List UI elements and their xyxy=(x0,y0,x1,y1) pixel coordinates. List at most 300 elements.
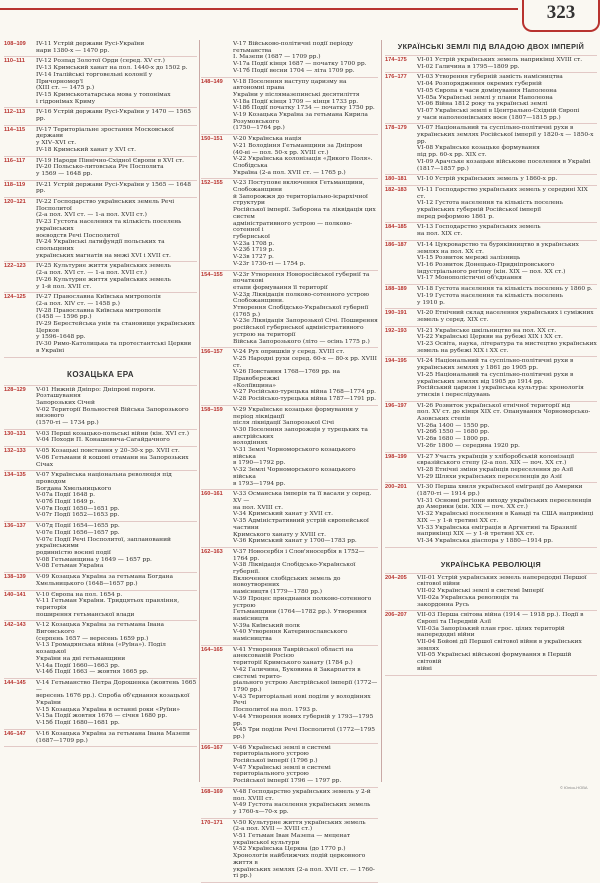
contents-entry xyxy=(385,402,597,453)
page-range[interactable]: 158–159 xyxy=(201,406,223,413)
map-title: VI-11 Господарство українських земель у середині XIX ст. xyxy=(417,186,588,200)
page-range[interactable]: 146–147 xyxy=(4,730,26,737)
entry-lines xyxy=(417,74,597,121)
map-title: V-41 Утворення Таврійської області на анексованій Росією xyxy=(233,646,354,660)
contents-column-2 xyxy=(201,40,378,880)
contents-entry xyxy=(4,293,197,357)
page-range[interactable]: 124–125 xyxy=(4,294,26,301)
map-title: V-15 Козацька Україна в останні роки «Руїни» xyxy=(36,706,180,713)
map-title: V-03 Перші козацько-польські війни (кін. XVI ст.) xyxy=(36,430,189,437)
map-title: російської губернської адміністративного устрою на території xyxy=(233,325,364,338)
map-title: світової війни xyxy=(417,581,460,588)
entry-lines xyxy=(417,575,597,609)
map-title: на пол. XVIII ст. xyxy=(233,504,284,511)
map-title: перед реформою 1861 р. xyxy=(417,213,494,220)
contents-entry xyxy=(385,241,597,285)
entry-lines xyxy=(417,286,597,306)
entry-lines xyxy=(233,549,378,643)
page-range[interactable]: 166–167 xyxy=(201,744,223,751)
map-title: IV-14 Італійські торговельні колонії у Причорномор'ї xyxy=(36,71,153,85)
contents-entry xyxy=(4,471,197,522)
map-title: VI-03 Утворення губерній замість намісництва xyxy=(417,74,563,81)
map-title: V-29 Українське козацьке формування у період ліквідації xyxy=(233,406,359,420)
page-range[interactable]: 148–149 xyxy=(201,78,223,85)
entry-lines xyxy=(36,387,197,427)
map-title: в Україні xyxy=(36,347,65,354)
map-title: після ліквідації Запорозької Січі xyxy=(233,420,335,427)
entry-lines xyxy=(36,294,197,354)
page-range[interactable]: 168–169 xyxy=(201,788,223,795)
map-title: (1458 — 1596 рр.) xyxy=(36,314,92,321)
entry-lines xyxy=(417,57,597,70)
map-title: V-07б Події 1649 р. xyxy=(36,499,96,506)
map-title: (1750—1764 рр.) xyxy=(233,125,285,132)
entry-lines xyxy=(417,358,597,398)
map-title: IV-13 Кримський ханат на пол. 1440-х до 1502 р. xyxy=(36,65,188,72)
page-range[interactable]: 182–183 xyxy=(385,186,407,193)
map-title: Кримського ханату у XVIII ст. xyxy=(233,531,327,538)
map-title: V-23д Ліквідація полково-сотенного устрою Слобожанщини. xyxy=(233,291,370,305)
map-title: воєводств Речі Посполитої xyxy=(36,232,120,239)
page-range[interactable]: 136–137 xyxy=(4,523,26,530)
page-range[interactable]: 188–189 xyxy=(385,286,407,293)
map-title: Російської імперії 1796 — 1797 рр. xyxy=(233,778,342,785)
contents-entry xyxy=(385,73,597,124)
entry-lines xyxy=(233,491,378,545)
map-title: VI-09 Арачське козацьке військове поселення в Україні xyxy=(417,158,591,165)
map-title: V-07в Події 1650—1651 рр. xyxy=(36,505,120,512)
page-range[interactable]: 164–165 xyxy=(201,646,223,653)
entry-lines xyxy=(233,647,378,741)
map-title: V-48 Господарство українських земель у 2-й пол. XVIII ст. xyxy=(233,788,371,802)
page-range[interactable]: 204–205 xyxy=(385,574,407,581)
page-range[interactable]: 112–113 xyxy=(4,109,26,116)
map-title: VI-08 Українське козацьке формування xyxy=(417,145,540,152)
contents-entry xyxy=(385,611,597,675)
page-range[interactable]: 144–145 xyxy=(4,679,26,686)
map-title: у 1569 — 1648 рр. xyxy=(36,170,93,177)
map-title: Війська Запорозького (літо — осінь 1775 р.) xyxy=(233,338,370,345)
map-title: (2-а пол. XVI ст. — 1-а пол. XVII ст.) xyxy=(36,212,147,219)
map-title: VI-27 Участь українців у хліборобській колонізації xyxy=(417,453,575,460)
map-title: утисків і переслідувань xyxy=(417,391,491,398)
contents-entry xyxy=(201,490,378,548)
map-title: V-11 Гетьман України. Тридцятьох правління, територія xyxy=(36,598,180,611)
contents-entry xyxy=(4,591,197,622)
entry-lines xyxy=(233,407,378,487)
map-title: V-23б 1719 р. xyxy=(233,247,275,254)
map-title: V-14 Гетьманство Петра Дорошенка (жовтень 1665 — xyxy=(36,679,197,693)
page-range[interactable]: 132–133 xyxy=(4,448,26,455)
page-range[interactable]: 200–201 xyxy=(385,484,407,491)
page-range[interactable]: 140–141 xyxy=(4,591,26,598)
map-title: V-26 Повстання 1768—1769 рр. на Правобережжі xyxy=(233,369,341,383)
entry-lines xyxy=(417,310,597,323)
contents-entry xyxy=(385,175,597,186)
contents-entry xyxy=(385,574,597,612)
entry-lines xyxy=(36,58,197,105)
entry-lines xyxy=(233,820,378,880)
entry-lines xyxy=(417,484,597,544)
map-title: IV-29 Берестейська унія та становище українських Церков xyxy=(36,321,195,334)
page-range[interactable]: 120–121 xyxy=(4,199,26,206)
map-title: VI-25 Національний та суспільно-політичні рухи в xyxy=(417,371,574,378)
page-range[interactable]: 196–197 xyxy=(385,402,407,409)
page-range[interactable]: 156–157 xyxy=(201,349,223,356)
entry-lines xyxy=(36,448,197,468)
map-title: V-30 Поселення запорожців у турецьких та австрійських xyxy=(233,426,368,440)
page-range[interactable]: 142–143 xyxy=(4,622,26,629)
map-title: V-22 Українська колонізація «Дикого Поля». Слобідська xyxy=(233,156,373,169)
map-title: VI-26а 1400 — 1550 рр. xyxy=(417,422,490,429)
map-title: V-23г 1730-ті — 1754 р. xyxy=(233,260,306,267)
map-title: V-31 Землі Чорноморського козацького війська xyxy=(233,447,356,460)
map-title: V-49 Густота населення українських земель xyxy=(233,802,371,809)
map-title: VII-02а Українська революція та xyxy=(417,594,519,601)
contents-entry xyxy=(4,621,197,679)
map-title: V-47 Українські землі в системі територіального устрою xyxy=(233,764,331,778)
map-title: Хмельницького (1648—1657 рр.) xyxy=(36,580,138,587)
page-range[interactable]: 176–177 xyxy=(385,74,407,81)
contents-entry xyxy=(201,78,378,136)
page-range[interactable]: 178–179 xyxy=(385,125,407,132)
page-range[interactable]: 180–181 xyxy=(385,176,407,183)
map-title: V-32 Землі Чорноморського козацького війська xyxy=(233,467,356,480)
section-title: КОЗАЦЬКА ЕРА xyxy=(4,358,197,386)
contents-entry xyxy=(385,186,597,224)
map-title: V-08 Гетьман Україна xyxy=(36,563,104,570)
map-title: українських землях (2-а пол. XVII ст. — 1760-ті рр.) xyxy=(233,866,375,880)
map-title: IV-16 Устрій держави Русі-України у 1470 — 1565 рр. xyxy=(36,109,191,123)
map-title: V-07 Українська національна революція під проводом xyxy=(36,472,172,485)
map-title: V-15а Події жовтня 1676 — січня 1680 рр. xyxy=(36,713,168,720)
contents-entry xyxy=(4,126,197,157)
entry-lines xyxy=(233,180,378,267)
map-title: V-07є Події Речі Посполитої, запланований українськими xyxy=(36,536,171,550)
map-title: IV-12 Розпад Золотої Орди (серед. XV ст.) xyxy=(36,58,165,65)
map-title: V-39а Київський полк xyxy=(233,622,301,629)
map-title: родинністю воєнні події xyxy=(36,550,111,556)
entry-lines xyxy=(233,272,378,346)
entry-lines xyxy=(36,109,197,122)
page-range[interactable]: 152–155 xyxy=(201,180,223,187)
page-range[interactable]: 110–111 xyxy=(4,58,25,65)
map-title: V-46 Українські землі в системі територіального устрою xyxy=(233,744,331,758)
map-title: наприкінці XIX — у 1-й третині XX ст. xyxy=(417,531,535,538)
page-number: 323 xyxy=(546,2,576,23)
map-title: українських землях Російської імперії у 1820-х — 1850-х рр. xyxy=(417,132,594,145)
page-range[interactable]: 190–191 xyxy=(385,310,407,317)
map-title: V-09 Козацька Україна за гетьмана Богдана xyxy=(36,574,173,581)
map-title: напередодні війни xyxy=(417,632,475,639)
entry-lines xyxy=(233,41,378,75)
map-title: у 1596–1648 рр. xyxy=(36,334,86,341)
entry-lines xyxy=(417,176,597,183)
contents-entry xyxy=(4,386,197,430)
map-title: VI-10 Устрій українських земель у 1860-х рр. xyxy=(417,176,558,183)
map-title: VI-02 Галичина в 1795—1809 рр. xyxy=(417,63,520,70)
map-title: V-20 Українська нація xyxy=(233,136,302,143)
map-title: ріального устрою Австрійської імперії (1772—1790 рр.) xyxy=(233,680,378,693)
entry-lines xyxy=(36,680,197,727)
entry-lines xyxy=(36,472,197,519)
entry-lines xyxy=(417,242,597,282)
map-title: І. Мазепи (1687 — 1709 рр.) xyxy=(233,54,321,61)
map-title: (2-а пол. XVII — XVIII ст.) xyxy=(233,826,313,833)
contents-entry xyxy=(201,406,378,490)
page-range[interactable]: 170–171 xyxy=(201,819,223,826)
map-title: V-14а Події 1660—1663 рр. xyxy=(36,662,120,669)
map-title: V-17б Події весни 1704 — літа 1709 рр. xyxy=(233,67,355,74)
map-title: IV-11 Устрій держави Русі-України xyxy=(36,41,145,47)
contents-entry xyxy=(4,157,197,181)
contents-entry xyxy=(201,744,378,788)
map-title: (XIII ст. — 1475 р.) xyxy=(36,85,95,92)
map-title: VI-15 Розвиток мережі залізниць xyxy=(417,255,521,262)
map-title: VI-29 Шляхи українських переселенців до Азії xyxy=(417,473,562,480)
map-title: VI-14 Цукроварство та буряківництво в українських xyxy=(417,241,579,248)
map-title: V-23а 1708 р. xyxy=(233,240,275,247)
entry-lines xyxy=(36,523,197,570)
map-title: адміністративного устрою — полково-сотенної і xyxy=(233,220,353,234)
contents-entry xyxy=(385,483,597,547)
map-title: V-50 Культурне життя українських земель xyxy=(233,819,366,826)
contents-entry xyxy=(201,40,378,78)
page-range[interactable]: 194–195 xyxy=(385,358,407,365)
map-title: V-51 Гетьман Іван Мазепа — меценат української культури xyxy=(233,833,351,846)
map-title: Богдана Хмельницького xyxy=(36,485,112,492)
map-title: V-42 Галичина, Буковина й Закарпаття в системі терито- xyxy=(233,666,361,680)
map-title: «Коліївщина» xyxy=(233,382,276,389)
contents-entry xyxy=(4,198,197,262)
map-title: VI-26 Розвиток української етнічної території від xyxy=(417,402,571,409)
map-title: Російський царизм і українська культура: хронологія xyxy=(417,385,584,392)
entry-lines xyxy=(36,158,197,178)
map-title: VI-31 Основні регіони виходу українських переселенців xyxy=(417,497,592,504)
map-title: вересень 1676 рр.). Спроба об'єднання козацької України xyxy=(36,693,190,707)
page-range[interactable]: 138–139 xyxy=(4,574,26,581)
map-title: володіннях xyxy=(233,440,268,447)
page-range[interactable]: 184–185 xyxy=(385,224,407,231)
page-range[interactable]: 154–155 xyxy=(201,271,223,278)
header-rule xyxy=(0,8,518,10)
section-title: УКРАЇНСЬКА РЕВОЛЮЦІЯ xyxy=(385,548,597,574)
map-title: V-06 Гетьмани й кошові отамани на Запорозьких Січах xyxy=(36,454,189,468)
map-title: війні xyxy=(417,665,432,672)
map-title: IV-26 Культурне життя українських земель xyxy=(36,276,171,283)
contents-entry xyxy=(385,56,597,73)
page-range[interactable]: 174–175 xyxy=(385,57,407,63)
contents-entry xyxy=(385,223,597,240)
map-title: V-08 Гетьманщина у 1649 — 1657 рр. xyxy=(36,556,152,563)
entry-lines xyxy=(36,199,197,259)
map-title: VII-03а Запорізький план грос. цілих територій xyxy=(417,625,565,632)
page-range[interactable]: 134–135 xyxy=(4,472,26,479)
map-title: Російської імперії (1796 р.) xyxy=(233,758,318,765)
entry-lines xyxy=(36,574,197,587)
page-range[interactable]: 186–187 xyxy=(385,241,407,248)
map-title: V-23в 1727 р. xyxy=(233,254,274,261)
map-title: V-12 Козацька Україна за гетьмана Івана Виговського xyxy=(36,622,165,636)
entry-lines xyxy=(233,745,378,785)
map-title: V-34 Кримський ханат у XVII ст. xyxy=(233,511,333,518)
map-title: V-05 Козацькі повстання у 20–30-х рр. XVII ст. xyxy=(36,448,180,455)
map-title: (40-ві — пол. 50-х рр. XVIII ст.) xyxy=(233,149,329,156)
map-title: V-38 Ліквідація Слобідсько-Української губернії. xyxy=(233,562,356,576)
contents-entry xyxy=(385,327,597,358)
map-title: VI-05 Європа в часи домінування Наполеона xyxy=(417,87,557,94)
map-title: VI-33 Українська еміграція в Аргентині та Бразилії xyxy=(417,524,577,531)
contents-entry xyxy=(385,124,597,175)
entry-lines xyxy=(417,125,597,172)
map-title: VI-01 Устрій українських земель наприкінці XVIII ст. xyxy=(417,57,583,63)
map-title: V-52 Українська Церква (до 1770 р.) xyxy=(233,846,346,853)
map-title: V-28 Російсько-турецька війна 1787—1791 рр. xyxy=(233,396,377,403)
map-title: пол. XV ст. до кінця XIX ст. Опанування Чорноморсько- xyxy=(417,409,591,416)
map-title: V-15б Події 1680—1681 рр. xyxy=(36,720,120,727)
contents-column-1 xyxy=(4,40,197,782)
contents-entry xyxy=(201,819,378,883)
map-title: VI-04 Розпорядження окремих губерній xyxy=(417,81,542,88)
contents-entry xyxy=(4,679,197,730)
map-title: України у післямазепинські десятиліття xyxy=(233,91,360,98)
map-title: VI-17 Монополістичні об'єднання xyxy=(417,275,522,282)
map-title: VI-16 Розвиток Донецько-Придніпровського xyxy=(417,261,555,268)
map-title: V-07е Події 1656—1657 рр. xyxy=(36,529,120,536)
map-title: V-18 Поселення наступу царизму на автономні права xyxy=(233,78,347,92)
map-title: V-18б Події початку 1734 — початку 1750 рр. xyxy=(233,105,375,112)
map-title: українських землях у 1861 до 1905 рр. xyxy=(417,365,539,372)
map-title: V-17а Події кінця 1687 — початку 1700 рр. xyxy=(233,61,367,68)
map-title: VI-06 Війна 1812 року та українські землі xyxy=(417,101,548,108)
map-title: (2-а пол. XVI ст. — 1-а пол. XVII ст.) xyxy=(36,270,147,277)
map-title: нари 1380-х — 1470 рр. xyxy=(36,47,110,54)
map-title: V-23г Утворення Новоросійської губернії та початкові xyxy=(233,271,370,285)
map-title: VI-30 Перша хвиля української еміграції до Америки xyxy=(417,484,583,491)
contents-column-3 xyxy=(385,40,597,782)
map-title: земель у серед. XIX ст. xyxy=(417,316,489,323)
map-title: VI-13 Господарство українських земель xyxy=(417,224,541,231)
map-title: V-16 Козацька Україна за гетьмана Івана Мазепи xyxy=(36,730,190,737)
map-title: V-17 Військово-політичні події періоду гетьманства xyxy=(233,41,354,54)
map-title: V-02 Території Вольностей Війська Запорозького низового xyxy=(36,406,189,420)
map-title: закордонна Русь xyxy=(417,601,470,608)
entry-lines xyxy=(417,454,597,481)
map-title: VI-26г 1800 — середина 1920 рр. xyxy=(417,442,520,449)
entry-lines xyxy=(36,592,197,619)
map-title: Гетьманщини (1764—1782 рр.). Утворення намісництв xyxy=(233,609,367,622)
entry-lines xyxy=(36,731,197,744)
map-title: індустріального регіону (кін. XIX — пол. XX ст.) xyxy=(417,268,566,275)
map-title: землях xyxy=(417,645,440,652)
page-range[interactable]: 116–117 xyxy=(4,157,26,164)
map-title: V-10 Європа на пол. 1654 р. xyxy=(36,591,123,598)
map-title: IV-15 Кримськотатарська мова у топонімах xyxy=(36,91,171,98)
map-title: Утворення Слобідсько-Української губернії (1765 р.) xyxy=(233,305,369,318)
page-range[interactable]: 108–109 xyxy=(4,41,26,47)
map-title: V-24 Рух опришків у серед. XVIII ст. xyxy=(233,349,345,356)
map-title: V-13 Громадянська війна («Руїна»). Поділ козацької xyxy=(36,642,166,656)
contents-entry xyxy=(201,135,378,179)
map-title: IV-28 Православна Київська митрополія xyxy=(36,307,162,314)
contents-entry xyxy=(4,573,197,590)
page-range[interactable]: 130–131 xyxy=(4,430,26,437)
map-title: й Запорожжя до територіально-ієрархічної структури xyxy=(233,193,368,207)
page-range[interactable]: 198–199 xyxy=(385,453,407,460)
contents-entry xyxy=(4,262,197,293)
map-title: (1817—1857 рр.) xyxy=(417,165,469,172)
map-title: Включення слобідських земель до новоутворених xyxy=(233,575,341,589)
map-title: до Америки (кін. XIX — поч. XX ст.) xyxy=(417,504,528,511)
entry-lines xyxy=(36,41,197,54)
contents-entry xyxy=(201,271,378,349)
entry-lines xyxy=(36,182,197,195)
map-title: Хронологія найближчих подій церковного життя в xyxy=(233,853,366,866)
map-title: VI-22 Українські Церкви на рубежі XIX і XX ст. xyxy=(417,334,563,341)
map-title: V-33 Османська імперія та її васали у серед. XV — xyxy=(233,491,372,504)
entry-lines xyxy=(417,224,597,237)
map-title: земель на рубежі XIX і XX ст. xyxy=(417,347,509,354)
map-title: VII-01 Устрій українських земель напередодні Першої xyxy=(417,574,587,581)
map-title: українських магнатів на межі XVI і XVII ст. xyxy=(36,252,171,259)
map-title: V-44 Утворення нових губерній у 1793—1795 рр. xyxy=(233,713,374,727)
contents-entry xyxy=(4,57,197,108)
page-range[interactable]: 114–115 xyxy=(4,126,26,133)
page-range[interactable]: 128–129 xyxy=(4,386,26,393)
contents-entry xyxy=(201,348,378,406)
map-title: і гідронімах Криму xyxy=(36,98,96,105)
map-title: IV-24 Українські латифундії польських та спольщених xyxy=(36,239,165,252)
map-title: VI-28 Етнічні зміни українців переселення до Азії xyxy=(417,466,574,473)
map-title: VI-24 Національний та суспільно-політичні рухи в xyxy=(417,358,574,365)
contents-entry xyxy=(385,285,597,309)
map-title: V-19 Козацька Україна за гетьмана Кирила Розумовського xyxy=(233,112,368,125)
page-range[interactable]: 118–119 xyxy=(4,181,26,188)
page-range[interactable]: 206–207 xyxy=(385,612,407,619)
page-range[interactable]: 150–151 xyxy=(201,136,223,143)
page-range[interactable]: 192–193 xyxy=(385,327,407,334)
map-title: (серпень 1657 — вересень 1659 рр.) xyxy=(36,635,149,642)
contents-entry xyxy=(4,181,197,198)
contents-entry xyxy=(4,108,197,125)
map-title: (1870-ті — 1914 рр.) xyxy=(417,491,480,498)
map-title: VI-05а Українські землі у плани Наполеона xyxy=(417,94,553,101)
map-title: губернської xyxy=(233,233,270,240)
map-title: V-45 Три поділи Речі Посполитої (1772—1795 рр.) xyxy=(233,727,376,740)
map-title: IV-18 Кримський ханат у XVI ст. xyxy=(36,146,136,153)
map-title: V-07д Події 1654—1655 рр. xyxy=(36,523,120,530)
entry-lines xyxy=(233,136,378,176)
map-title: IV-27 Православна Київська митрополія xyxy=(36,294,162,301)
map-title: VII-05 Українські військові формування в Першій світовій xyxy=(417,652,572,666)
map-title: в 1793—1794 рр. xyxy=(233,480,286,487)
map-title: VII-02 Українські землі в системі Імперії xyxy=(417,588,544,595)
entry-lines xyxy=(36,263,197,290)
page-range[interactable]: 122–123 xyxy=(4,263,26,270)
page-range[interactable] xyxy=(201,41,233,75)
contents-entry xyxy=(4,40,197,57)
contents-entry xyxy=(201,179,378,270)
map-title: VI-07 Національний та суспільно-політичні рухи в xyxy=(417,125,574,132)
page-range[interactable]: 162–163 xyxy=(201,548,223,555)
map-title: етапи формування її території xyxy=(233,284,328,291)
contents-entry xyxy=(4,730,197,747)
entry-lines xyxy=(417,403,597,450)
contents-entry xyxy=(201,788,378,819)
map-title: V-25 Народні рухи серед. 60-х — 80-х рр. XVIII ст. xyxy=(233,355,377,369)
copyright: © Юніск-НОВА xyxy=(560,785,588,790)
page-range[interactable]: 160–161 xyxy=(201,491,223,498)
